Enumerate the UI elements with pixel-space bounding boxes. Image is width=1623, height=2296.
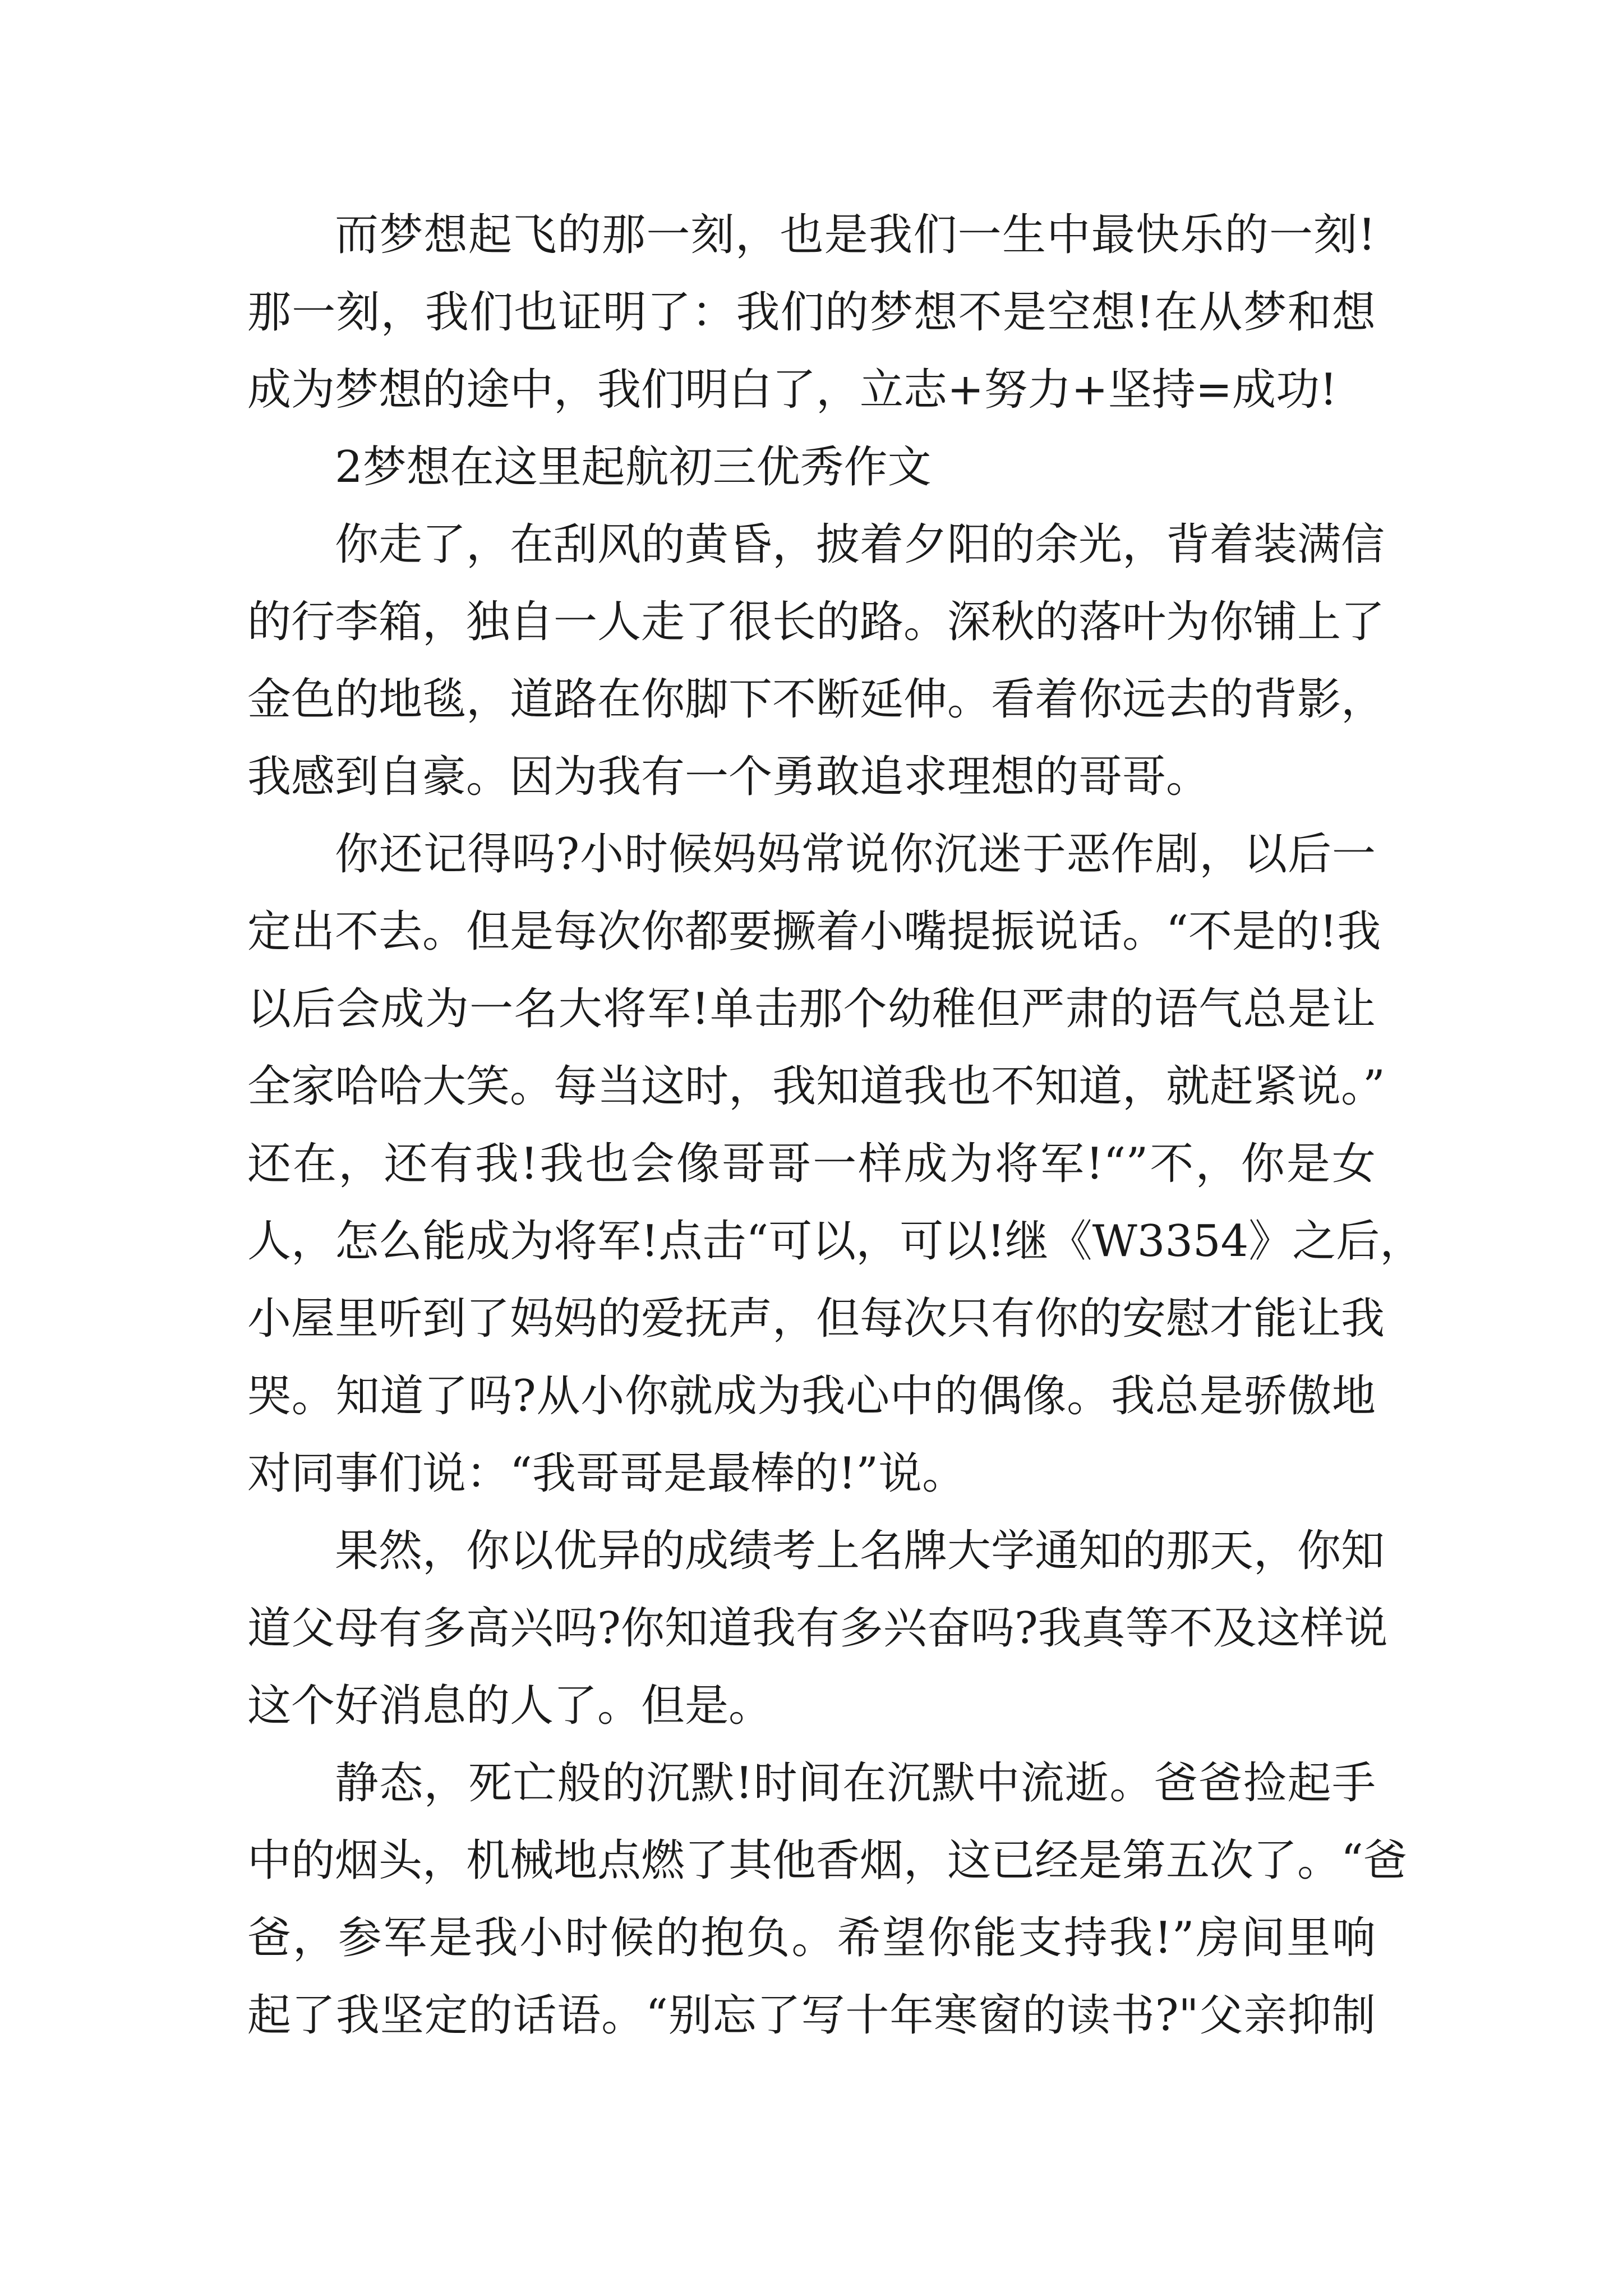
- text-line: 果然，你以优异的成绩考上名牌大学通知的那天，你知: [335, 1526, 1385, 1576]
- text-line: 这个好消息的人了。但是。: [247, 1681, 773, 1731]
- text-line: 静态，死亡般的沉默!时间在沉默中流逝。爸爸捡起手: [335, 1758, 1376, 1809]
- text-line: 全家哈哈大笑。每当这时，我知道我也不知道，就赶紧说。”: [247, 1061, 1385, 1112]
- text-line: 哭。知道了吗?从小你就成为我心中的偶像。我总是骄傲地: [247, 1371, 1376, 1421]
- text-line: 道父母有多高兴吗?你知道我有多兴奋吗?我真等不及这样说: [247, 1603, 1388, 1654]
- document-body: [247, 196, 1424, 2054]
- paragraph: [247, 1512, 1388, 1745]
- section-heading: [247, 429, 1376, 506]
- text-line: 对同事们说：“我哥哥是最棒的!”说。: [247, 1448, 966, 1499]
- text-line: 人，怎么能成为将军!点击“可以，可以!继《W3354》之后，: [247, 1216, 1424, 1267]
- text-line: 中的烟头，机械地点燃了其他香烟，这已经是第五次了。“爸: [247, 1835, 1407, 1886]
- text-line: 的行李箱，独自一人走了很长的路。深秋的落叶为你铺上了: [247, 597, 1385, 647]
- heading-line: 2梦想在这里起航初三优秀作文: [335, 442, 932, 493]
- paragraph: [247, 506, 1385, 816]
- text-line: 起了我坚定的话语。“别忘了写十年寒窗的读书?"父亲抑制: [247, 1990, 1376, 2041]
- text-line: 爸，参军是我小时候的抱负。希望你能支持我!”房间里响: [247, 1913, 1376, 1963]
- paragraph: [247, 816, 1424, 1512]
- paragraph: [247, 1745, 1407, 2054]
- paragraph: [247, 196, 1376, 429]
- text-line: 那一刻，我们也证明了：我们的梦想不是空想!在从梦和想: [247, 287, 1376, 338]
- text-line: 而梦想起飞的那一刻，也是我们一生中最快乐的一刻!: [335, 210, 1376, 260]
- text-line: 定出不去。但是每次你都要撅着小嘴提振说话。“不是的!我: [247, 907, 1381, 957]
- text-line: 成为梦想的途中，我们明白了，立志+努力+坚持=成功!: [247, 365, 1338, 415]
- text-line: 以后会成为一名大将军!单击那个幼稚但严肃的语气总是让: [247, 984, 1376, 1034]
- text-line: 我感到自豪。因为我有一个勇敢追求理想的哥哥。: [247, 752, 1210, 802]
- text-line: 你还记得吗?小时候妈妈常说你沉迷于恶作剧，以后一: [335, 829, 1376, 880]
- text-line: 还在，还有我!我也会像哥哥一样成为将军!“”不，你是女: [247, 1139, 1376, 1189]
- text-line: 小屋里听到了妈妈的爱抚声，但每次只有你的安慰才能让我: [247, 1294, 1385, 1344]
- text-line: 你走了，在刮风的黄昏，披着夕阳的余光，背着装满信: [335, 519, 1385, 570]
- text-line: 金色的地毯，道路在你脚下不断延伸。看着你远去的背影，: [247, 674, 1385, 725]
